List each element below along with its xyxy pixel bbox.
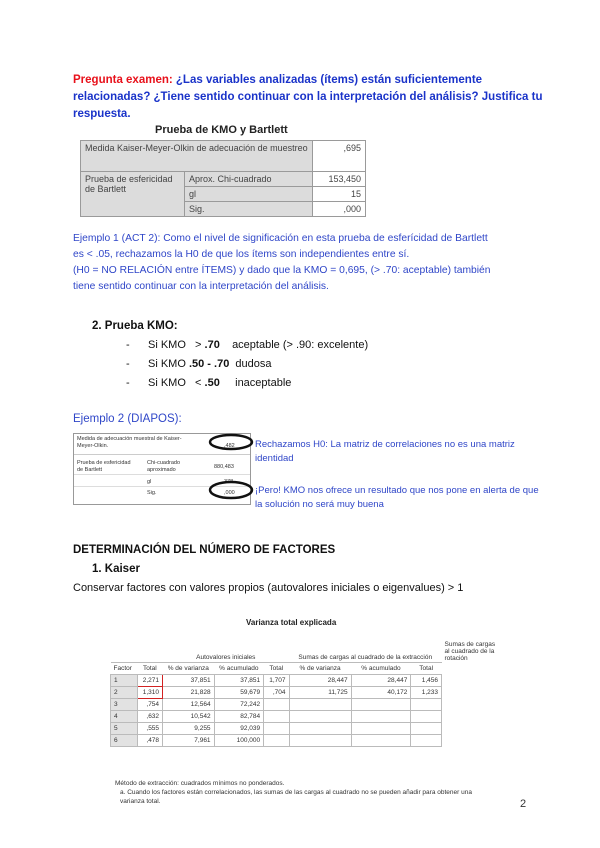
mini-kmo-value: ,482 xyxy=(224,443,235,449)
factor-cell: 1 xyxy=(111,675,138,687)
footnote: Método de extracción: cuadrados mínimos no ponderados. xyxy=(115,780,285,787)
kmo-table-caption: Prueba de KMO y Bartlett xyxy=(155,124,288,136)
table-cell: ,478 xyxy=(137,735,162,747)
table-cell: ,704 xyxy=(264,687,289,699)
example1-line: es < .05, rechazamos la H0 de que los ítems son independientes entre sí. xyxy=(73,249,410,260)
table-cell: 10,542 xyxy=(163,711,215,723)
table-cell: ,632 xyxy=(137,711,162,723)
table-cell: 37,851 xyxy=(163,675,215,687)
table-cell xyxy=(264,723,289,735)
variance-table xyxy=(110,632,500,747)
table-cell: 82,784 xyxy=(214,711,264,723)
kmo-row-value: 15 xyxy=(313,187,366,202)
factor-cell: 6 xyxy=(111,735,138,747)
mini-row-value: 880,483 xyxy=(214,464,234,470)
example1-line: (H0 = NO RELACIÓN entre ÍTEMS) y dado que la KMO = 0,695, (> .70: aceptable) también xyxy=(73,265,491,276)
table-cell xyxy=(264,735,289,747)
table-row xyxy=(111,723,500,735)
highlight-circles xyxy=(205,430,255,510)
column-header: % acumulado xyxy=(351,663,411,675)
mini-row-label: Sig. xyxy=(147,490,157,496)
example1-line: Ejemplo 1 (ACT 2): Como el nivel de significación en esta prueba de esferícidad de Bartlett xyxy=(73,233,488,244)
table-cell xyxy=(289,711,351,723)
question-text: ¿Las variables analizadas (ítems) están suficientemente relacionadas? ¿Tiene sentido continuar con la interpretación del análisis? Justifica tu respuesta. xyxy=(73,74,543,120)
table-cell xyxy=(411,723,442,735)
table-cell: 100,000 xyxy=(214,735,264,747)
kmo-row-value: ,000 xyxy=(313,202,366,217)
variance-table-caption: Varianza total explicada xyxy=(246,618,337,627)
list-item: - Si KMO < .50 inaceptable xyxy=(126,377,292,389)
kmo-label: Medida Kaiser-Meyer-Olkin de adecuación de muestreo xyxy=(81,141,313,172)
mini-kmo-label: Medida de adecuación muestral de Kaiser-Meyer-Olkin. xyxy=(77,436,182,449)
kmo-row-label: Sig. xyxy=(185,202,313,217)
table-cell xyxy=(411,699,442,711)
factor-cell: 4 xyxy=(111,711,138,723)
table-cell: 28,447 xyxy=(289,675,351,687)
factor-cell: 2 xyxy=(111,687,138,699)
table-cell: 1,456 xyxy=(411,675,442,687)
question-label: Pregunta examen: xyxy=(73,74,173,86)
mini-row-label: gl xyxy=(147,479,152,485)
table-cell: ,754 xyxy=(137,699,162,711)
table-footnotes xyxy=(115,779,475,806)
table-cell xyxy=(351,711,411,723)
exam-question xyxy=(73,72,543,123)
mini-row-label: Chi-cuadrado aproximado xyxy=(147,460,181,473)
kmo-table xyxy=(80,140,366,217)
factor-cell: 5 xyxy=(111,723,138,735)
table-cell: 1,310 xyxy=(137,687,162,699)
table-row xyxy=(111,735,500,747)
kmo-row-label: gl xyxy=(185,187,313,202)
table-cell: 59,679 xyxy=(214,687,264,699)
table-cell xyxy=(264,699,289,711)
factors-heading: DETERMINACIÓN DEL NÚMERO DE FACTORES xyxy=(73,544,336,556)
table-cell xyxy=(264,711,289,723)
table-row xyxy=(111,699,500,711)
table-cell xyxy=(351,723,411,735)
circle-annotation-icon xyxy=(210,435,252,449)
column-header: Total xyxy=(264,663,289,675)
table-header-row xyxy=(111,663,500,675)
kmo-row-value: 153,450 xyxy=(313,172,366,187)
kaiser-body: Conservar factores con valores propios (autovalores iniciales o eigenvalues) > 1 xyxy=(73,582,464,594)
table-cell xyxy=(411,735,442,747)
column-header: % acumulado xyxy=(214,663,264,675)
column-header: Total xyxy=(137,663,162,675)
reject-h0-text: Rechazamos H0: La matriz de correlaciones no es una matriz identidad xyxy=(255,439,515,464)
column-header: Factor xyxy=(111,663,138,675)
table-cell: 28,447 xyxy=(351,675,411,687)
kmo-section-heading: 2. Prueba KMO: xyxy=(92,320,178,332)
table-cell: ,555 xyxy=(137,723,162,735)
table-cell: 37,851 xyxy=(214,675,264,687)
example1-paragraph xyxy=(73,231,543,295)
bartlett-label: Prueba de esfericidad de Bartlett xyxy=(81,172,185,217)
kmo-value: ,695 xyxy=(313,141,366,172)
table-cell: 1,233 xyxy=(411,687,442,699)
table-cell: 21,828 xyxy=(163,687,215,699)
table-cell: 9,255 xyxy=(163,723,215,735)
circle-annotation-icon xyxy=(210,482,252,498)
column-header: % de varianza xyxy=(163,663,215,675)
column-header: Total xyxy=(411,663,442,675)
table-row xyxy=(111,675,500,687)
group-header: Sumas de cargas al cuadrado de la rotación xyxy=(442,632,500,663)
kmo-criteria-list xyxy=(126,336,368,393)
group-header: Sumas de cargas al cuadrado de la extracción xyxy=(289,632,442,663)
footnote: a. Cuando los factores están correlacionados, las sumas de las cargas al cuadrado no se pueden añadir para obtener una varianza total. xyxy=(120,789,472,805)
table-cell xyxy=(351,699,411,711)
table-cell: 12,564 xyxy=(163,699,215,711)
table-cell: 7,961 xyxy=(163,735,215,747)
table-cell: 72,242 xyxy=(214,699,264,711)
kmo-row-label: Aprox. Chi-cuadrado xyxy=(185,172,313,187)
table-row xyxy=(111,711,500,723)
table-cell xyxy=(289,723,351,735)
mini-row-value: ,000 xyxy=(224,490,235,496)
table-cell: 1,707 xyxy=(264,675,289,687)
table-cell xyxy=(289,735,351,747)
page-number: 2 xyxy=(520,798,527,810)
kaiser-heading: 1. Kaiser xyxy=(92,563,140,575)
list-item: - Si KMO .50 - .70 dudosa xyxy=(126,358,272,370)
list-item: - Si KMO > .70 aceptable (> .90: excelente) xyxy=(126,339,369,351)
table-row xyxy=(111,687,500,699)
table-cell: 2,271 xyxy=(137,675,162,687)
mini-row-value: 378 xyxy=(224,479,234,485)
factor-cell: 3 xyxy=(111,699,138,711)
mini-bartlett-label: Prueba de esfericidad de Bartlett xyxy=(77,460,131,473)
table-cell xyxy=(411,711,442,723)
example1-line: tiene sentido continuar con la interpretación del análisis. xyxy=(73,281,329,292)
table-cell xyxy=(289,699,351,711)
table-cell: 40,172 xyxy=(351,687,411,699)
column-header: % de varianza xyxy=(289,663,351,675)
table-cell xyxy=(351,735,411,747)
group-header: Autovalores iniciales xyxy=(163,632,289,663)
table-cell: 11,725 xyxy=(289,687,351,699)
example2-heading: Ejemplo 2 (DIAPOS): xyxy=(73,413,182,425)
kmo-warning-text: ¡Pero! KMO nos ofrece un resultado que nos pone en alerta de que la solución no será muy buena xyxy=(255,485,539,510)
table-cell: 92,039 xyxy=(214,723,264,735)
